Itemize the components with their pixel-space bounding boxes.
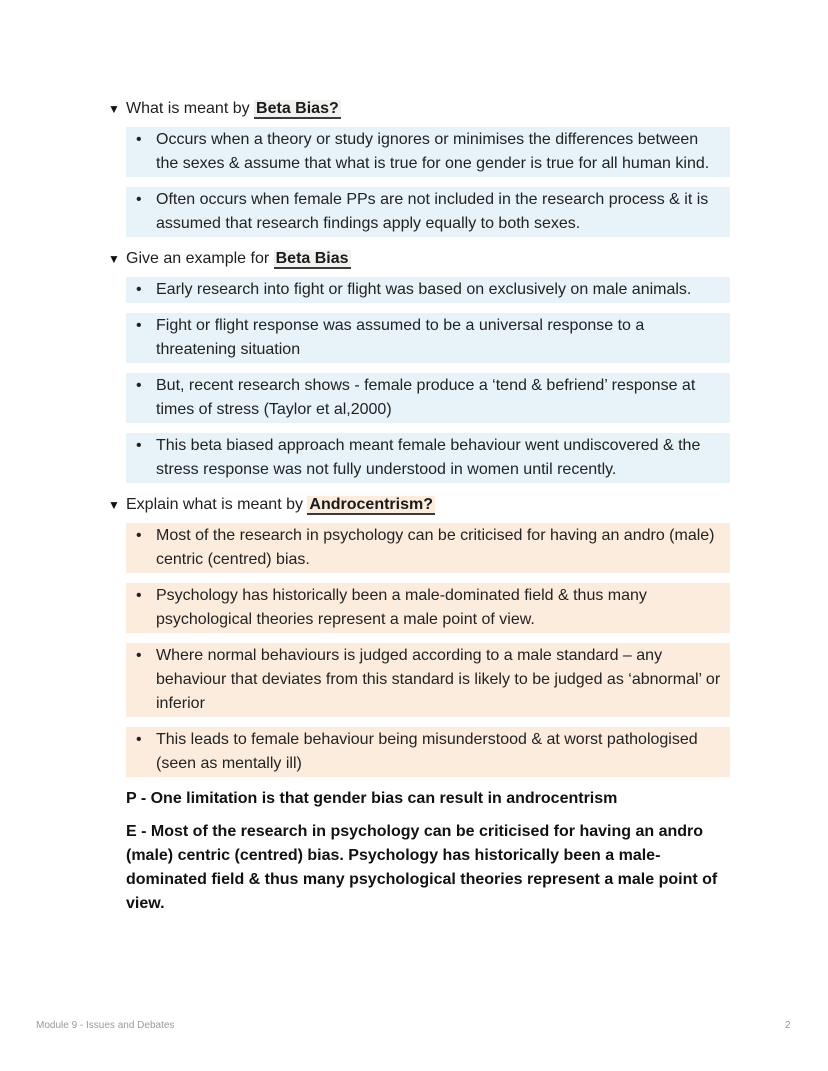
callout-text: This beta biased approach meant female behaviour went undiscovered & the stress response was not fully understood in women until recently.	[156, 437, 701, 478]
toggle-open-triangle-icon[interactable]: ▼	[108, 252, 120, 266]
pe-paragraphs	[126, 787, 726, 916]
toggle-question-prefix: What is meant by	[126, 100, 255, 117]
callout-list	[126, 277, 730, 483]
bullet-icon: •	[136, 281, 142, 298]
highlighted-term: Beta Bias?	[256, 100, 339, 117]
toggle-question-prefix: Explain what is meant by	[126, 496, 308, 513]
highlighted-term: Androcentrism?	[309, 496, 433, 513]
footer-page-number: 2	[785, 1020, 791, 1031]
toggle-header[interactable]	[108, 493, 730, 517]
explanation-paragraph: E - Most of the research in psychology can be criticised for having an andro (male) centric (centred) bias. Psychology has historically been a male-dominated field & thus many psychological theories represent a male point of view.	[126, 823, 718, 912]
callout-text: Most of the research in psychology can be criticised for having an andro (male) centric (centred) bias.	[156, 527, 715, 568]
callout-text: Often occurs when female PPs are not included in the research process & it is assumed that research findings apply equally to both sexes.	[156, 191, 709, 232]
toggle-question-prefix: Give an example for	[126, 250, 274, 267]
callout-item	[126, 523, 730, 573]
toggle-androcentrism	[108, 493, 730, 916]
toggle-open-triangle-icon[interactable]: ▼	[108, 102, 120, 116]
callout-item	[126, 433, 730, 483]
callout-item	[126, 313, 730, 363]
callout-item	[126, 373, 730, 423]
callout-list	[126, 523, 730, 777]
toggle-open-triangle-icon[interactable]: ▼	[108, 498, 120, 512]
bullet-icon: •	[136, 437, 142, 454]
bullet-icon: •	[136, 317, 142, 334]
callout-item	[126, 727, 730, 777]
callout-text: Where normal behaviours is judged according to a male standard – any behaviour that deviates from this standard is likely to be judged as ‘abnormal’ or inferior	[156, 647, 721, 712]
callout-text: Early research into fight or flight was based on exclusively on male animals.	[156, 281, 692, 298]
toggle-header[interactable]	[108, 247, 730, 271]
highlighted-term: Beta Bias	[275, 250, 349, 267]
bullet-icon: •	[136, 647, 142, 664]
bullet-icon: •	[136, 587, 142, 604]
toggle-beta-bias-example	[108, 247, 730, 483]
bullet-icon: •	[136, 527, 142, 544]
callout-text: Psychology has historically been a male-dominated field & thus many psychological theories represent a male point of view.	[156, 587, 647, 628]
callout-item	[126, 643, 730, 717]
page-content	[108, 97, 730, 925]
bullet-icon: •	[136, 377, 142, 394]
footer-module-title: Module 9 - Issues and Debates	[36, 1020, 175, 1031]
bullet-icon: •	[136, 191, 142, 208]
callout-text: This leads to female behaviour being misunderstood & at worst pathologised (seen as mentally ill)	[156, 731, 698, 772]
callout-item	[126, 583, 730, 633]
callout-item	[126, 187, 730, 237]
bullet-icon: •	[136, 131, 142, 148]
callout-item	[126, 127, 730, 177]
callout-item	[126, 277, 730, 303]
callout-text: Fight or flight response was assumed to be a universal response to a threatening situation	[156, 317, 645, 358]
callout-text: Occurs when a theory or study ignores or minimises the differences between the sexes & assume that what is true for one gender is true for all human kind.	[156, 131, 710, 172]
toggle-header[interactable]	[108, 97, 730, 121]
callout-text: But, recent research shows - female produce a ‘tend & befriend’ response at times of stress (Taylor et al,2000)	[156, 377, 696, 418]
bullet-icon: •	[136, 731, 142, 748]
toggle-beta-bias-definition	[108, 97, 730, 237]
point-paragraph: P - One limitation is that gender bias can result in androcentrism	[126, 790, 618, 807]
callout-list	[126, 127, 730, 237]
